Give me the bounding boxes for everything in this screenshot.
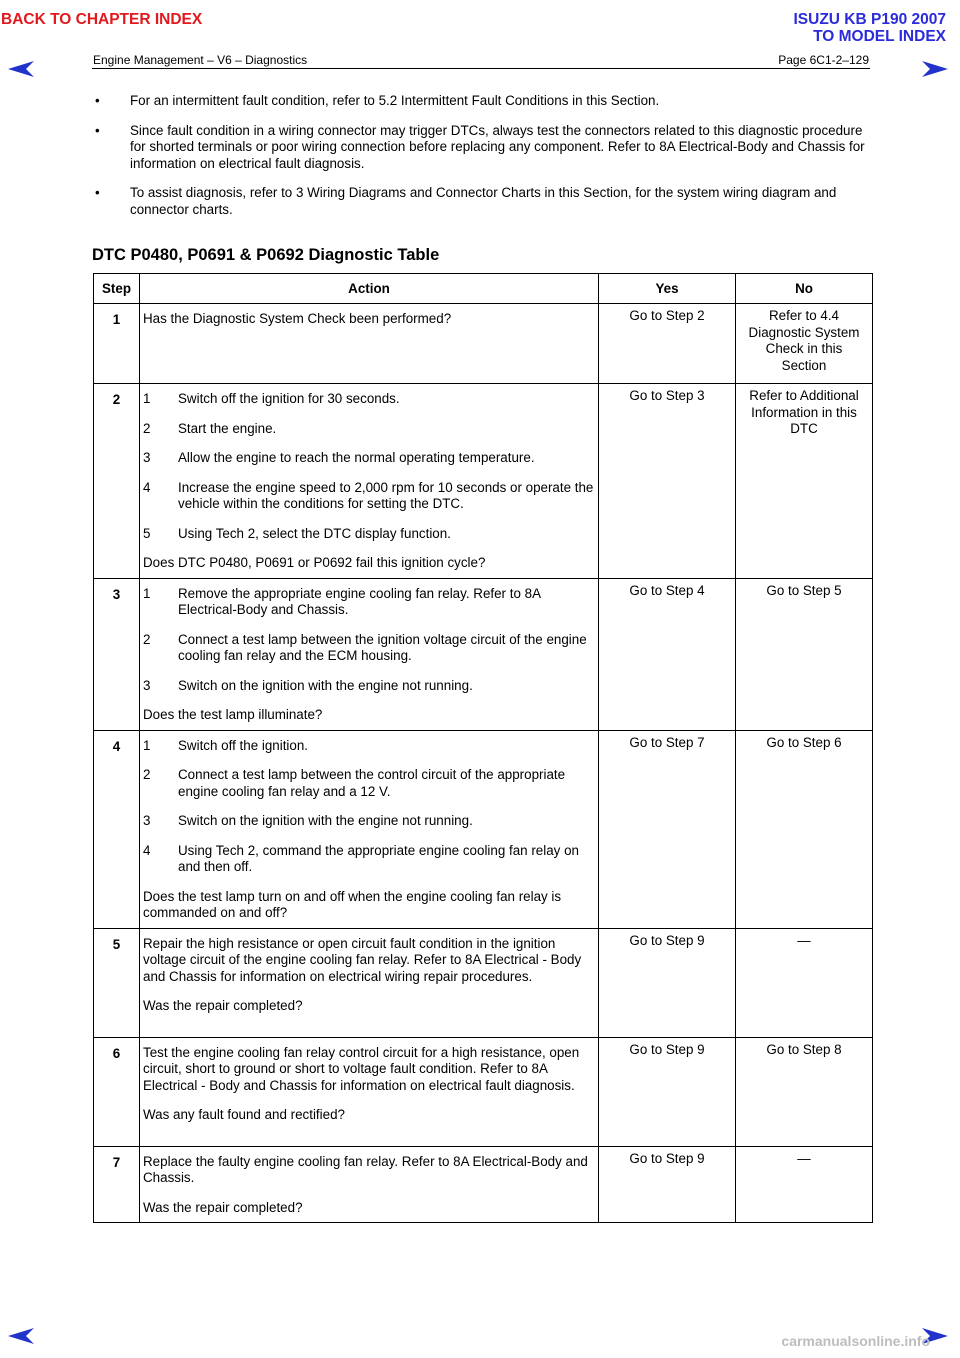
action-substep <box>143 480 595 513</box>
substep-number: 4 <box>143 842 151 858</box>
to-model-index-link[interactable]: TO MODEL INDEX <box>813 28 946 45</box>
substep-text: Switch off the ignition for 30 seconds. <box>178 391 400 406</box>
substep-text: Switch on the ignition with the engine not running. <box>178 677 473 693</box>
action-substep <box>143 421 595 438</box>
substep-number: 4 <box>143 479 151 495</box>
step-action <box>140 1037 599 1146</box>
step-number: 1 <box>94 304 140 384</box>
table-row <box>94 384 873 579</box>
table-header-row <box>94 274 873 304</box>
substep-number: 1 <box>143 585 151 601</box>
step-action <box>140 928 599 1037</box>
step-number: 7 <box>94 1146 140 1223</box>
table-row <box>94 304 873 384</box>
substep-text: Using Tech 2, select the DTC display function. <box>178 525 451 541</box>
no-outcome: — <box>736 1146 873 1223</box>
page-number: Page 6C1-2–129 <box>778 53 869 67</box>
model-title-link[interactable]: ISUZU KB P190 2007 <box>793 11 946 28</box>
substep-number: 3 <box>143 450 151 465</box>
substep-text: Switch off the ignition. <box>178 737 309 753</box>
action-substep <box>143 813 595 830</box>
diagnostic-table <box>93 273 873 1223</box>
action-substep <box>143 391 595 408</box>
no-outcome: — <box>736 928 873 1037</box>
action-question: Was any fault found and rectified? <box>143 1107 345 1122</box>
bullet-icon: • <box>95 122 100 138</box>
step-action <box>140 730 599 928</box>
action-substep <box>143 450 595 467</box>
table-row <box>94 1146 873 1223</box>
yes-outcome: Go to Step 9 <box>599 1146 736 1223</box>
substep-text: Increase the engine speed to 2,000 rpm for 10 seconds or operate the vehicle within the conditions for setting the DTC. <box>178 479 594 511</box>
step-action <box>140 1146 599 1223</box>
yes-outcome: Go to Step 4 <box>599 578 736 730</box>
substep-text: Remove the appropriate engine cooling fan relay. Refer to 8A Electrical-Body and Chassis. <box>178 585 541 617</box>
previous-page-arrow-icon[interactable] <box>6 60 36 78</box>
substep-number: 5 <box>143 525 151 541</box>
yes-outcome: Go to Step 9 <box>599 928 736 1037</box>
action-paragraph: Replace the faulty engine cooling fan relay. Refer to 8A Electrical-Body and Chassis. <box>143 1153 588 1185</box>
note-item: • To assist diagnosis, refer to 3 Wiring Diagrams and Connector Charts in this Section, for the system wiring diagram and connector charts. <box>95 185 837 217</box>
substep-text: Using Tech 2, command the appropriate engine cooling fan relay on and then off. <box>178 842 579 874</box>
note-item: • For an intermittent fault condition, refer to 5.2 Intermittent Fault Conditions in this Section. <box>95 93 660 108</box>
action-substep <box>143 526 595 543</box>
no-outcome: Go to Step 6 <box>736 730 873 928</box>
notes-list <box>93 93 868 231</box>
substep-text: Connect a test lamp between the ignition voltage circuit of the engine cooling fan relay and the ECM housing. <box>178 631 587 663</box>
no-outcome: Go to Step 5 <box>736 578 873 730</box>
action-paragraph: Repair the high resistance or open circuit fault condition in the ignition voltage circuit of the engine cooling fan relay. Refer to 8A Electrical - Body and Chassis for information on electrical wiring repair procedures. <box>143 935 582 984</box>
step-action <box>140 304 599 384</box>
note-item: • Since fault condition in a wiring connector may trigger DTCs, always test the connectors related to this diagnostic procedure for shorted terminals or poor wiring connection before replacing any component. Refer to 8A Electrical-Body and Chassis for information on electrical fault diagnosis. <box>95 122 865 171</box>
substep-text: Start the engine. <box>178 420 277 436</box>
header-divider <box>92 68 870 69</box>
no-outcome: Refer to 4.4 Diagnostic System Check in this Section <box>736 304 873 384</box>
action-question: Does DTC P0480, P0691 or P0692 fail this ignition cycle? <box>143 555 486 570</box>
substep-number: 1 <box>143 737 151 753</box>
substep-number: 3 <box>143 677 151 693</box>
column-header-no: No <box>736 274 873 304</box>
step-action <box>140 578 599 730</box>
action-substep <box>143 632 595 665</box>
action-question: Does the test lamp turn on and off when the engine cooling fan relay is commanded on and off? <box>143 888 562 920</box>
substep-number: 3 <box>143 813 151 828</box>
bullet-icon: • <box>95 185 100 200</box>
action-question: Does the test lamp illuminate? <box>143 707 323 722</box>
no-outcome: Refer to Additional Information in this DTC <box>736 384 873 579</box>
model-index-link-block[interactable] <box>794 11 947 45</box>
step-number: 3 <box>94 578 140 730</box>
action-substep <box>143 767 595 800</box>
action-substep <box>143 738 595 755</box>
substep-text: Connect a test lamp between the control circuit of the appropriate engine cooling fan relay and a 12 V. <box>178 767 566 799</box>
action-question: Was the repair completed? <box>143 998 303 1013</box>
substep-text: Allow the engine to reach the normal operating temperature. <box>178 450 535 465</box>
table-row <box>94 730 873 928</box>
yes-outcome: Go to Step 9 <box>599 1037 736 1146</box>
table-row <box>94 1037 873 1146</box>
table-row <box>94 578 873 730</box>
substep-number: 2 <box>143 767 151 782</box>
column-header-yes: Yes <box>599 274 736 304</box>
yes-outcome: Go to Step 7 <box>599 730 736 928</box>
column-header-step: Step <box>94 274 140 304</box>
substep-number: 1 <box>143 391 151 406</box>
action-substep <box>143 678 595 695</box>
section-title: DTC P0480, P0691 & P0692 Diagnostic Table <box>92 246 440 264</box>
yes-outcome: Go to Step 2 <box>599 304 736 384</box>
step-number: 4 <box>94 730 140 928</box>
previous-page-arrow-bottom-icon[interactable] <box>6 1327 36 1345</box>
substep-text: Switch on the ignition with the engine not running. <box>178 813 473 828</box>
substep-number: 2 <box>143 420 151 436</box>
bullet-icon: • <box>95 93 100 108</box>
table-row <box>94 928 873 1037</box>
action-paragraph: Test the engine cooling fan relay control circuit for a high resistance, open circuit, short to ground or short to voltage fault condition. Refer to 8A Electrical - Body and Chassis for information on electrical fault diagnosis. <box>143 1044 580 1093</box>
action-substep <box>143 843 595 876</box>
step-number: 2 <box>94 384 140 579</box>
watermark: carmanualsonline.info <box>781 1333 930 1349</box>
substep-number: 2 <box>143 631 151 647</box>
action-question: Was the repair completed? <box>143 1199 303 1215</box>
step-number: 5 <box>94 928 140 1037</box>
step-action <box>140 384 599 579</box>
back-to-chapter-index-link[interactable]: BACK TO CHAPTER INDEX <box>1 11 203 28</box>
yes-outcome: Go to Step 3 <box>599 384 736 579</box>
action-substep <box>143 586 595 619</box>
no-outcome: Go to Step 8 <box>736 1037 873 1146</box>
page-header-title: Engine Management – V6 – Diagnostics <box>93 53 308 67</box>
column-header-action: Action <box>140 274 599 304</box>
step-number: 6 <box>94 1037 140 1146</box>
action-question: Has the Diagnostic System Check been performed? <box>143 311 452 326</box>
next-page-arrow-icon[interactable] <box>920 60 950 78</box>
